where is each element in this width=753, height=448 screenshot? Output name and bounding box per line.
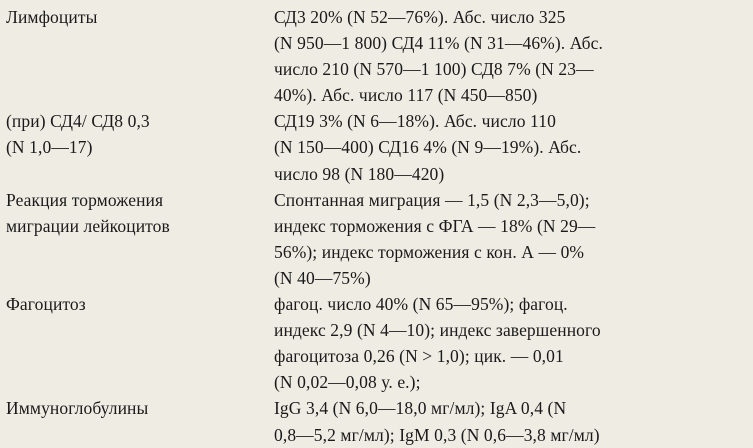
lab-results-table — [6, 4, 747, 448]
value-line: (N 40—75%) — [274, 267, 371, 288]
row-label-cell — [6, 291, 274, 395]
table-row — [6, 108, 747, 186]
label-line: Реакция торможения — [6, 189, 164, 210]
value-line: 40%). Абс. число 117 (N 450—850) — [274, 85, 538, 106]
value-line: фагоцитоза 0,26 (N > 1,0); цик. — 0,01 — [274, 346, 564, 367]
row-label-cell — [6, 108, 274, 186]
label-line: (при) СД4/ СД8 0,3 — [6, 111, 150, 132]
label-line: (N 1,0—17) — [6, 137, 93, 158]
row-label-cell — [6, 395, 274, 447]
value-line: 0,8—5,2 мг/мл); IgM 0,3 (N 0,6—3,8 мг/мл) — [274, 424, 600, 445]
value-line: СД19 3% (N 6—18%). Абс. число 110 — [274, 111, 556, 132]
value-line: СД3 20% (N 52—76%). Абс. число 325 — [274, 7, 566, 27]
row-value-cell — [274, 4, 747, 108]
value-line: индекс торможения с ФГА — 18% (N 29— — [274, 215, 596, 236]
row-value-cell — [274, 108, 747, 186]
value-line: (N 150—400) СД16 4% (N 9—19%). Абс. — [274, 137, 582, 158]
label-line: миграции лейкоцитов — [6, 215, 170, 236]
row-label-cell — [6, 4, 274, 108]
value-line: Спонтанная миграция — 1,5 (N 2,3—5,0); — [274, 189, 590, 210]
value-line: (N 0,02—0,08 у. е.); — [274, 372, 421, 393]
row-value-cell — [274, 187, 747, 291]
value-line: число 98 (N 180—420) — [274, 163, 445, 184]
value-line: IgG 3,4 (N 6,0—18,0 мг/мл); IgA 0,4 (N — [274, 398, 567, 419]
value-line: (N 950—1 800) СД4 11% (N 31—46%). Абс. — [274, 33, 603, 54]
table-row — [6, 4, 747, 108]
value-line: индекс 2,9 (N 4—10); индекс завершенного — [274, 320, 601, 341]
value-line: 56%); индекс торможения с кон. А — 0% — [274, 241, 585, 262]
table-row — [6, 187, 747, 291]
value-line: число 210 (N 570—1 100) СД8 7% (N 23— — [274, 59, 594, 80]
row-value-cell — [274, 395, 747, 447]
table-row — [6, 395, 747, 447]
row-value-cell — [274, 291, 747, 395]
value-line: фагоц. число 40% (N 65—95%); фагоц. — [274, 294, 568, 315]
label-line: Фагоцитоз — [6, 294, 86, 315]
table-body — [6, 4, 747, 448]
table-row — [6, 291, 747, 395]
row-label-cell — [6, 187, 274, 291]
label-line: Лимфоциты — [6, 7, 98, 27]
label-line: Иммуноглобулины — [6, 398, 149, 419]
